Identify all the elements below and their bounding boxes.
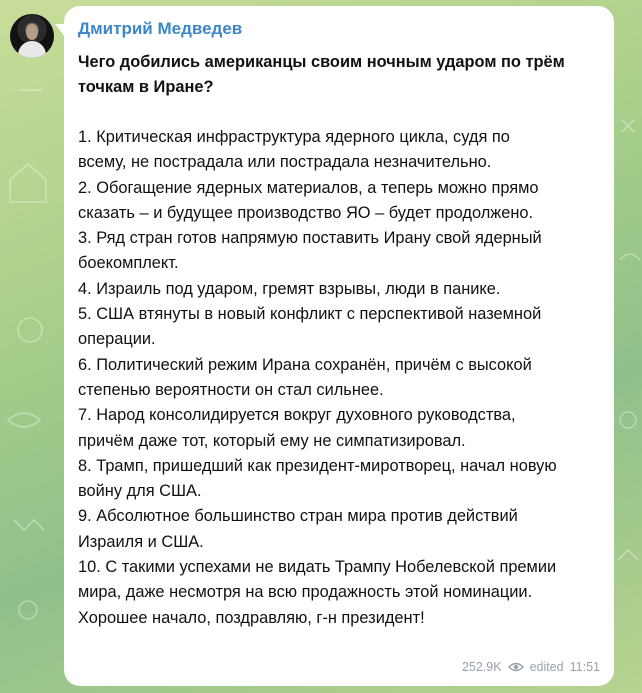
- headline-line-2: точкам в Иране?: [78, 78, 214, 96]
- body-line: 5. США втянуты в новый конфликт с перспективой наземной: [78, 305, 542, 324]
- body-line: боекомплект.: [78, 254, 179, 273]
- body-line: 2. Обогащение ядерных материалов, а теперь можно прямо: [78, 178, 539, 197]
- body-line: 7. Народ консолидируется вокруг духовного руководства,: [78, 406, 516, 425]
- body-line: 4. Израиль под ударом, гремят взрывы, люди в панике.: [78, 279, 501, 298]
- eye-icon: [508, 662, 524, 672]
- message-time: 11:51: [569, 660, 600, 674]
- body-line: 9. Абсолютное большинство стран мира против действий: [78, 507, 518, 526]
- headline-line-1: Чего добились американцы своим ночным ударом по трём: [78, 53, 565, 71]
- body-line: войну для США.: [78, 482, 202, 501]
- body-line: Хорошее начало, поздравляю, г-н президент!: [78, 608, 425, 627]
- body-line: 10. С такими успехами не видать Трампу Нобелевской премии: [78, 558, 557, 577]
- body-line: всему, не пострадала или пострадала незначительно.: [78, 153, 492, 172]
- view-count: 252.9K: [461, 660, 502, 674]
- author-name[interactable]: Дмитрий Медведев: [78, 19, 243, 38]
- body-line: степенью вероятности он стал сильнее.: [78, 380, 384, 399]
- post-body: [78, 125, 598, 631]
- body-line: 1. Критическая инфраструктура ядерного цикла, судя по: [78, 128, 510, 146]
- author-avatar[interactable]: [10, 14, 54, 58]
- post-headline: [78, 50, 593, 100]
- paragraph-spacer: [78, 100, 598, 125]
- body-line: сказать – и будущее производство ЯО – будет продолжено.: [78, 203, 534, 222]
- body-line: операции.: [78, 330, 156, 349]
- body-line: Израиля и США.: [78, 532, 204, 551]
- body-line: 8. Трамп, пришедший как президент-миротворец, начал новую: [78, 456, 557, 475]
- message-bubble[interactable]: [64, 6, 614, 686]
- body-line: причём даже тот, который ему не симпатизировал.: [78, 431, 466, 450]
- body-line: 6. Политический режим Ирана сохранён, причём с высокой: [78, 355, 532, 374]
- body-line: 3. Ряд стран готов напрямую поставить Ирану свой ядерный: [78, 229, 542, 248]
- avatar-face-shape: [26, 24, 38, 40]
- message-meta: [462, 660, 600, 674]
- edited-label: edited: [529, 660, 564, 674]
- body-line: мира, даже несмотря на всю продажность этой номинации.: [78, 583, 533, 602]
- avatar-shirt-shape: [18, 41, 46, 58]
